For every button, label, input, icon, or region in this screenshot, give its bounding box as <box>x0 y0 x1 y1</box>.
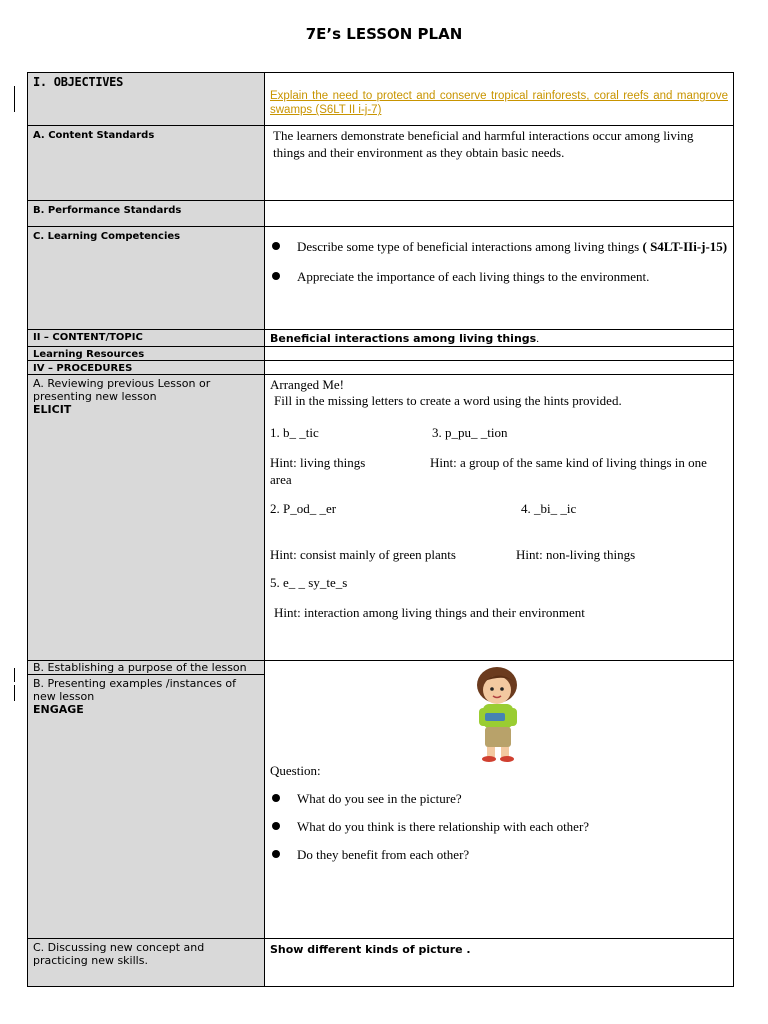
content-topic-cell <box>265 330 734 347</box>
competency-item <box>270 269 728 285</box>
question-item <box>270 847 728 863</box>
teacher-cartoon-icon <box>449 663 549 763</box>
teacher-illustration <box>449 663 549 763</box>
word-4: 4. _bi_ _ic <box>521 500 577 516</box>
elicit-label-line1: A. Reviewing previous Lesson or <box>33 377 211 390</box>
content-topic-label-cell <box>28 330 265 347</box>
elicit-label-cell <box>28 375 265 661</box>
table-row <box>28 939 734 987</box>
hint-1: Hint: living things <box>270 455 366 470</box>
purpose-label-cell <box>28 661 265 675</box>
table-row <box>28 227 734 330</box>
discussing-cell <box>265 939 734 987</box>
learning-resources-label-cell <box>28 347 265 361</box>
learning-resources-label: Learning Resources <box>33 349 145 360</box>
word-row <box>270 425 728 441</box>
hint-5: Hint: interaction among living things and their environment <box>274 604 585 620</box>
word-3: 3. p_pu_ _tion <box>432 425 508 440</box>
page-title: 7E’s LESSON PLAN <box>305 25 463 43</box>
table-row <box>28 330 734 347</box>
question-item <box>270 791 728 807</box>
performance-standards-label-cell <box>28 201 265 227</box>
question-text: What do you think is there relationship with each other? <box>297 819 590 834</box>
revision-bar <box>14 86 15 112</box>
engage-phase: ENGAGE <box>33 703 84 716</box>
elicit-heading: Arranged Me! <box>270 377 344 392</box>
competency-item <box>270 239 728 255</box>
lesson-plan-table <box>27 72 734 987</box>
learning-resources-cell <box>265 347 734 361</box>
competency-text: Describe some type of beneficial interactions among living things <box>297 239 640 254</box>
objectives-label-cell <box>28 73 265 126</box>
content-standards-label-cell <box>28 126 265 201</box>
table-row <box>28 201 734 227</box>
learning-competencies-label-cell <box>28 227 265 330</box>
learning-competencies-cell <box>265 227 734 330</box>
bullet-icon <box>272 794 280 802</box>
word-2: 2. P_od_ _er <box>270 500 337 516</box>
revision-bar <box>14 685 15 701</box>
content-standards-text: The learners demonstrate beneficial and harmful interactions occur among living things and their environment as they obtain basic needs. <box>273 128 694 160</box>
procedures-cell <box>265 361 734 375</box>
engage-label-cell <box>28 675 265 939</box>
revision-bar <box>14 668 15 682</box>
performance-standards-cell <box>265 201 734 227</box>
elicit-cell <box>265 375 734 661</box>
learning-competencies-label: C. Learning Competencies <box>33 231 181 242</box>
engage-cell <box>265 661 734 939</box>
engage-label-line2: new lesson <box>33 690 95 703</box>
hint-4: Hint: non-living things <box>516 546 636 562</box>
content-topic-label: II – CONTENT/TOPIC <box>33 332 143 343</box>
content-topic-period: . <box>536 333 539 345</box>
discussing-label-line2: practicing new skills. <box>33 954 148 967</box>
content-topic-text: Beneficial interactions among living things <box>270 332 537 345</box>
bullet-icon <box>272 850 280 858</box>
engage-label-line1: B. Presenting examples /instances of <box>33 677 237 690</box>
performance-standards-label: B. Performance Standards <box>33 205 182 216</box>
procedures-label-cell <box>28 361 265 375</box>
table-row <box>28 361 734 375</box>
objective-text: Explain the need to protect and conserve tropical rainforests, coral reefs and mangrove swamps (S6LT II i-j-7) <box>270 90 728 117</box>
bullet-icon <box>272 272 280 280</box>
word-row <box>270 501 728 517</box>
competency-code: ( S4LT-IIi-j-15) <box>642 239 728 254</box>
table-row <box>28 73 734 126</box>
discussing-label-line1: C. Discussing new concept and <box>33 941 205 954</box>
competency-text: Appreciate the importance of each living things to the environment. <box>297 269 650 284</box>
question-text: Do they benefit from each other? <box>297 847 470 862</box>
question-label: Question: <box>270 763 321 778</box>
hint-row <box>270 547 728 563</box>
table-row <box>28 347 734 361</box>
elicit-instruction: Fill in the missing letters to create a word using the hints provided. <box>274 393 622 408</box>
word-1: 1. b_ _tic <box>270 425 319 440</box>
bullet-icon <box>272 822 280 830</box>
objectives-label: I. OBJECTIVES <box>33 75 124 89</box>
purpose-label: B. Establishing a purpose of the lesson <box>33 661 247 674</box>
table-row <box>28 375 734 661</box>
discussing-label-cell <box>28 939 265 987</box>
word-5: 5. e_ _ sy_te_s <box>270 574 348 590</box>
discussing-text: Show different kinds of picture . <box>270 943 471 956</box>
procedures-label: IV – PROCEDURES <box>33 363 133 374</box>
content-standards-label: A. Content Standards <box>33 130 155 141</box>
table-row <box>28 126 734 201</box>
objectives-cell <box>265 73 734 126</box>
hint-3: Hint: a group of the same kind of living things in one area <box>270 455 707 487</box>
table-row <box>28 661 734 675</box>
hint-row <box>270 455 728 489</box>
question-item <box>270 819 728 835</box>
content-standards-cell <box>265 126 734 201</box>
elicit-label-line2: presenting new lesson <box>33 390 157 403</box>
elicit-phase: ELICIT <box>33 403 72 416</box>
question-text: What do you see in the picture? <box>297 791 462 806</box>
bullet-icon <box>272 242 280 250</box>
hint-2: Hint: consist mainly of green plants <box>270 546 456 562</box>
